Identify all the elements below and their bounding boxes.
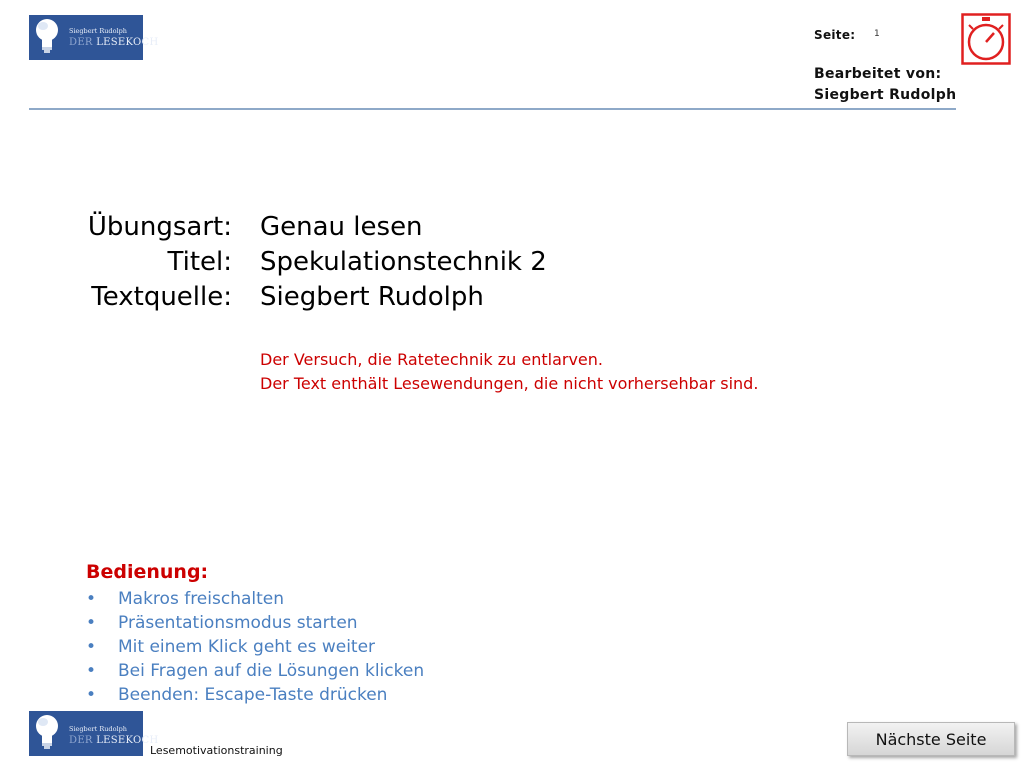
exercise-note-line2: Der Text enthält Lesewendungen, die nicht vorhersehbar sind.	[260, 374, 759, 393]
instruction-text: Beenden: Escape-Taste drücken	[118, 685, 388, 705]
exercise-title-label: Titel:	[167, 247, 232, 277]
logo-brand-prefix: DER	[69, 37, 97, 48]
page-number: 1	[874, 29, 881, 39]
bullet-icon: •	[86, 661, 97, 681]
bullet-icon: •	[86, 685, 97, 705]
logo-small-text: Siegbert Rudolph	[69, 27, 127, 35]
logo-brand-main: LESEKOCH	[96, 37, 159, 48]
edited-by-label: Bearbeitet von:	[814, 66, 942, 82]
footer-label: Lesemotivationstraining	[150, 744, 283, 757]
lightbulb-icon	[33, 713, 61, 751]
exercise-title-value: Spekulationstechnik 2	[260, 247, 547, 277]
logo-brand	[69, 37, 159, 48]
instruction-text: Präsentationsmodus starten	[118, 613, 358, 633]
exercise-type-value: Genau lesen	[260, 212, 423, 242]
header-divider	[29, 108, 956, 110]
stopwatch-icon[interactable]	[961, 13, 1011, 65]
exercise-source-value: Siegbert Rudolph	[260, 282, 484, 312]
author-name: Siegbert Rudolph	[814, 87, 957, 103]
list-item	[86, 588, 424, 612]
instruction-text: Bei Fragen auf die Lösungen klicken	[118, 661, 425, 681]
next-page-button[interactable]: Nächste Seite	[847, 722, 1015, 756]
list-item	[86, 636, 424, 660]
lightbulb-icon	[33, 17, 61, 55]
instruction-text: Mit einem Klick geht es weiter	[118, 637, 376, 657]
exercise-source-label: Textquelle:	[91, 282, 232, 312]
list-item	[86, 660, 424, 684]
instructions-list	[86, 588, 424, 708]
page-label: Seite:	[814, 28, 856, 42]
list-item	[86, 684, 424, 708]
logo-bottom	[29, 711, 159, 756]
list-item	[86, 612, 424, 636]
logo-brand-prefix: DER	[69, 735, 97, 746]
logo-top	[29, 15, 159, 60]
logo-small-text: Siegbert Rudolph	[69, 725, 127, 733]
exercise-note-line1: Der Versuch, die Ratetechnik zu entlarven.	[260, 350, 603, 369]
instructions-title: Bedienung:	[86, 561, 209, 583]
logo-brand-main: LESEKOCH	[96, 735, 159, 746]
logo-brand	[69, 735, 159, 746]
exercise-type-label: Übungsart:	[87, 212, 232, 242]
bullet-icon: •	[86, 589, 97, 609]
instruction-text: Makros freischalten	[118, 589, 285, 609]
bullet-icon: •	[86, 637, 97, 657]
bullet-icon: •	[86, 613, 97, 633]
